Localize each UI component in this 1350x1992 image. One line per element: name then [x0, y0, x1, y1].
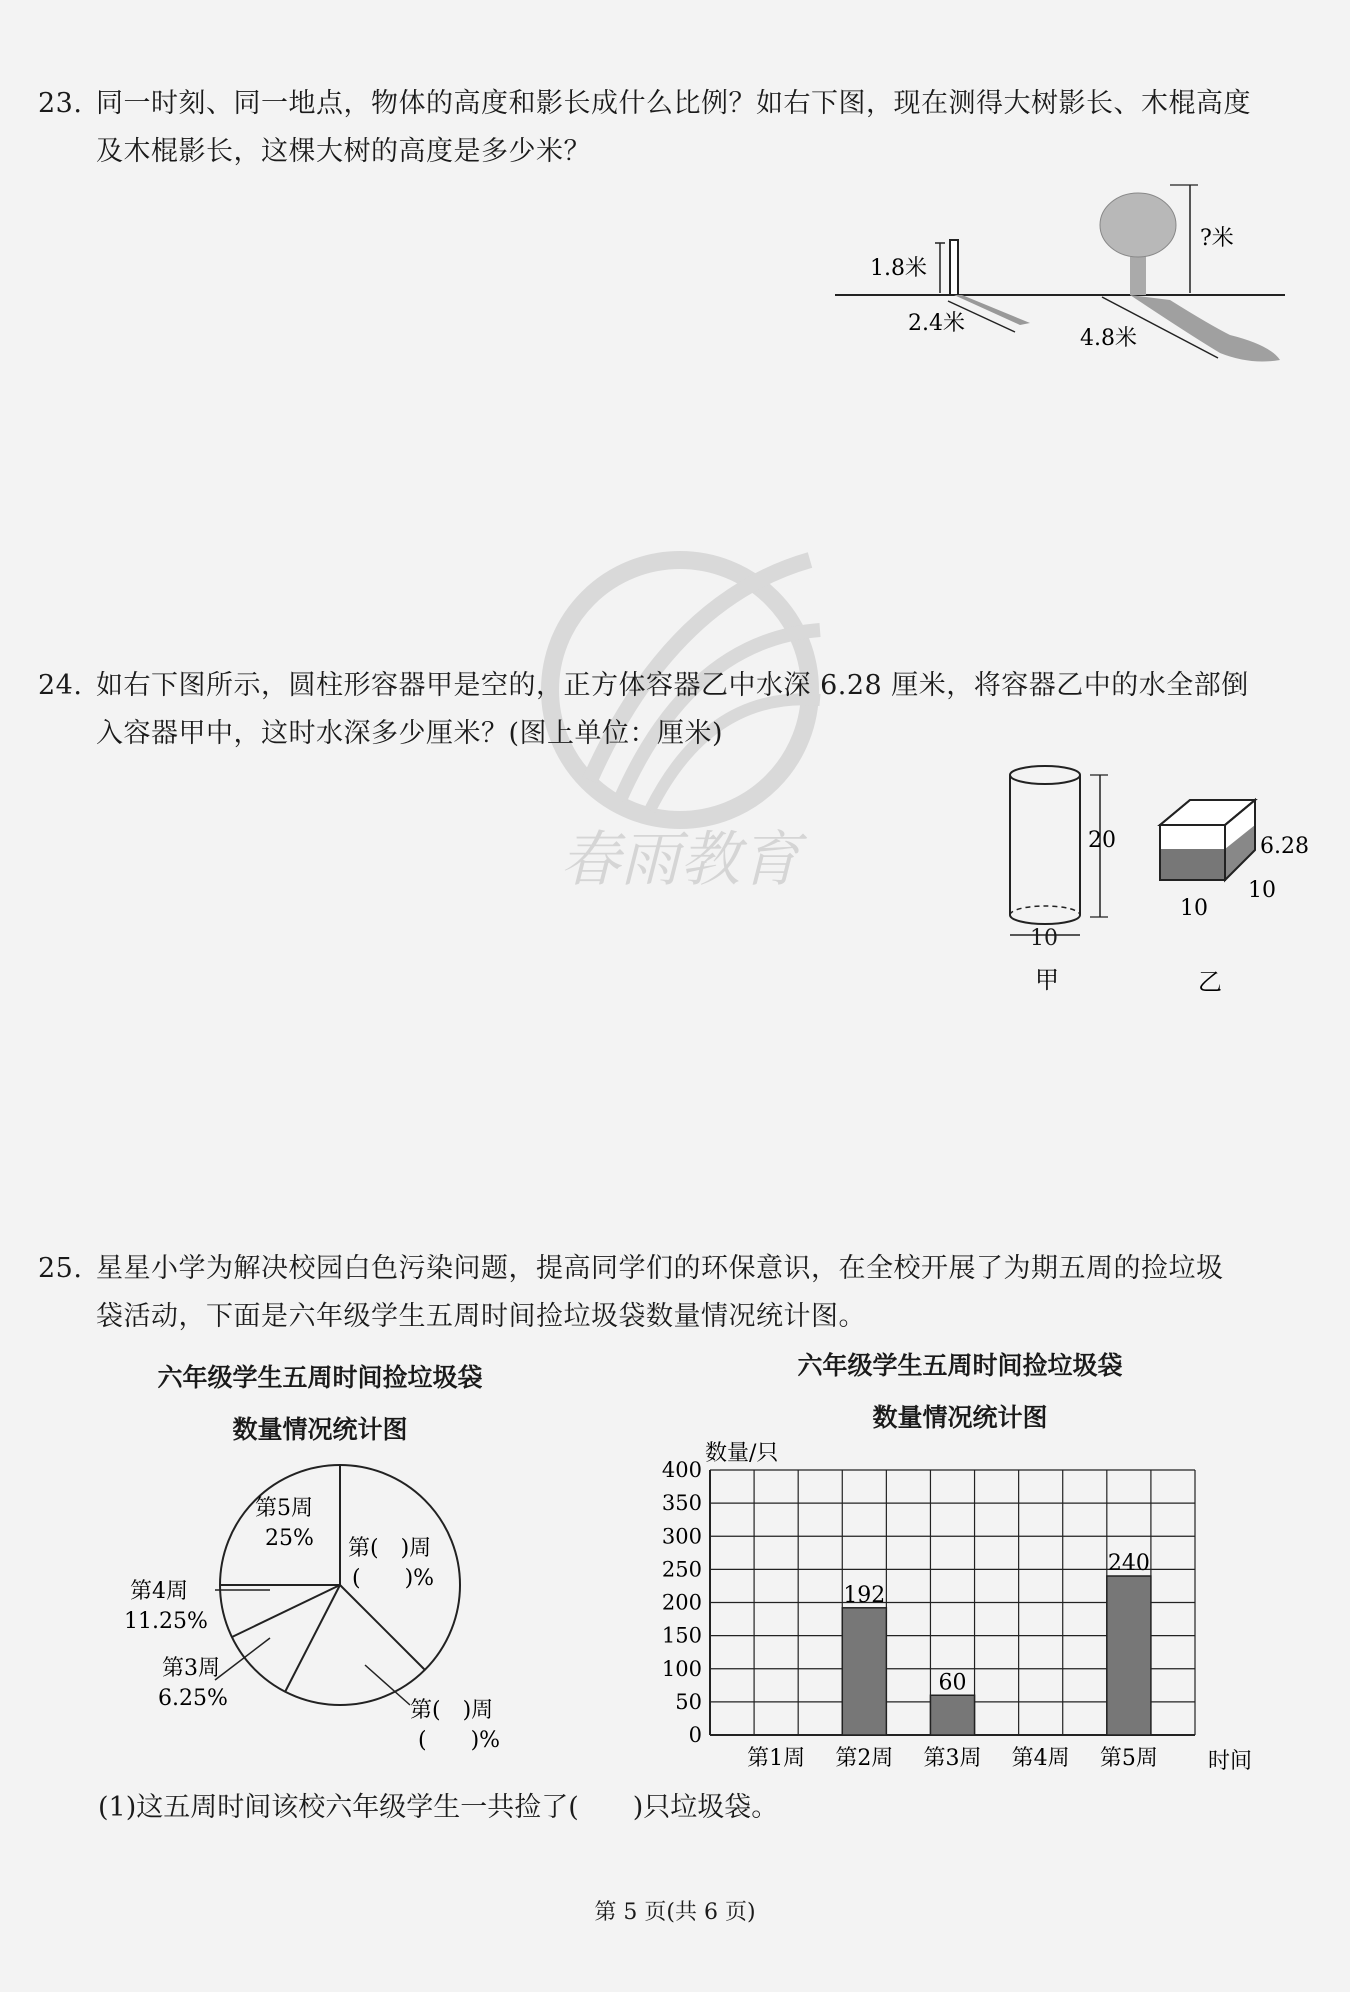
y-tick-label: 400: [661, 1458, 702, 1482]
question-23: [38, 80, 1308, 176]
y-tick-label: 200: [661, 1590, 702, 1615]
question-25: [38, 1245, 1308, 1341]
cylinder-diameter-label: 10: [1030, 926, 1058, 951]
stick-shadow: [954, 295, 1030, 325]
cube-water: [1160, 849, 1225, 880]
pie-slice-value: ( )%: [418, 1728, 501, 1753]
bar-data-label: 60: [938, 1670, 967, 1696]
watermark-text: 春雨教育: [560, 825, 800, 895]
question-text-line1: 如右下图所示，圆柱形容器甲是空的，正方体容器乙中水深 6.28 厘米，将容器乙中的水全部倒: [96, 670, 1249, 701]
pie-divider: [232, 1585, 340, 1637]
pie-slice-label: 第( )周: [410, 1698, 494, 1723]
label-yi: 乙: [1198, 968, 1222, 996]
cube-width-label: 10: [1180, 896, 1208, 921]
question-24: [38, 662, 1308, 758]
cube-water-depth-label: 6.28: [1260, 834, 1309, 859]
pie-slice-label: 第4周: [130, 1579, 188, 1604]
pie-title-line1: 六年级学生五周时间捡垃圾袋: [157, 1363, 483, 1392]
stick-height-label: 1.8米: [870, 256, 927, 281]
pie-chart: [120, 1440, 540, 1780]
pie-divider: [340, 1585, 425, 1670]
tree-crown: [1100, 193, 1176, 257]
bar-marks: [842, 1551, 1151, 1735]
x-tick-label: 第1周: [747, 1746, 806, 1771]
x-tick-label: 第4周: [1011, 1746, 1070, 1771]
bar: [1107, 1576, 1151, 1735]
cylinder-height-label: 20: [1088, 828, 1116, 853]
x-tick-label: 第2周: [835, 1746, 894, 1771]
tree-height-label: ?米: [1200, 226, 1234, 251]
stick-shadow-label: 2.4米: [908, 311, 965, 336]
bar-xticks: [747, 1746, 1158, 1771]
y-tick-label: 250: [661, 1557, 702, 1582]
y-tick-label: 300: [661, 1524, 702, 1549]
question-number: 25.: [38, 1253, 83, 1284]
bar-chart: [640, 1440, 1260, 1780]
question-text-line2: 及木棍影长，这棵大树的高度是多少米？: [96, 136, 591, 167]
pie-slice-value: ( )%: [352, 1566, 435, 1591]
question-text-line2: 入容器甲中，这时水深多少厘米？(图上单位：厘米): [96, 718, 724, 749]
cylinder-jia: [1010, 766, 1080, 924]
question-text-line1: 星星小学为解决校园白色污染问题，提高同学们的环保意识，在全校开展了为期五周的捡垃圾: [96, 1253, 1224, 1284]
containers-figure: [990, 755, 1309, 1010]
pie-slice-label: 第3周: [162, 1656, 220, 1681]
x-tick-label: 第5周: [1099, 1746, 1158, 1771]
cube-yi: [1160, 800, 1255, 880]
bar-title-line1: 六年级学生五周时间捡垃圾袋: [797, 1351, 1123, 1380]
bar: [842, 1608, 886, 1735]
pie-slice-label: 第( )周: [348, 1536, 432, 1561]
bar-yticks: [662, 1458, 702, 1747]
pie-divider: [285, 1585, 340, 1692]
tree-shadow-label: 4.8米: [1080, 326, 1137, 351]
page-footer: 第 5 页(共 6 页): [594, 1900, 756, 1925]
bar-chart-title: [730, 1340, 1190, 1444]
question-number: 23.: [38, 88, 83, 119]
pie-slice-value: 25%: [265, 1526, 314, 1551]
pie-slice-value: 11.25%: [124, 1609, 208, 1634]
sub-question-1: (1)这五周时间该校六年级学生一共捡了( )只垃圾袋。: [98, 1792, 779, 1823]
bar-data-label: 240: [1107, 1551, 1150, 1576]
bar: [930, 1695, 974, 1735]
question-number: 24.: [38, 670, 83, 701]
label-jia: 甲: [1035, 966, 1059, 994]
pie-title-line2: 数量情况统计图: [232, 1415, 408, 1444]
bar-title-line2: 数量情况统计图: [872, 1403, 1048, 1432]
question-text-line1: 同一时刻、同一地点，物体的高度和影长成什么比例？如右下图，现在测得大树影长、木棍高度: [96, 88, 1251, 119]
pie-slice-value: 6.25%: [158, 1686, 228, 1711]
pie-slice-label: 第5周: [255, 1496, 313, 1521]
bar-ylabel: 数量/只: [705, 1441, 779, 1466]
y-tick-label: 0: [688, 1723, 702, 1747]
question-text-line2: 袋活动，下面是六年级学生五周时间捡垃圾袋数量情况统计图。: [96, 1301, 866, 1332]
stick: [950, 240, 958, 295]
x-tick-label: 第3周: [923, 1746, 982, 1771]
y-tick-label: 50: [675, 1689, 702, 1714]
bar-data-label: 192: [843, 1582, 886, 1608]
bar-xlabel: 时间: [1208, 1749, 1253, 1774]
y-tick-label: 150: [661, 1623, 702, 1648]
y-tick-label: 100: [661, 1656, 702, 1681]
shadow-figure: [830, 175, 1290, 375]
cube-depth-label: 10: [1248, 878, 1276, 903]
y-tick-label: 350: [661, 1491, 702, 1516]
